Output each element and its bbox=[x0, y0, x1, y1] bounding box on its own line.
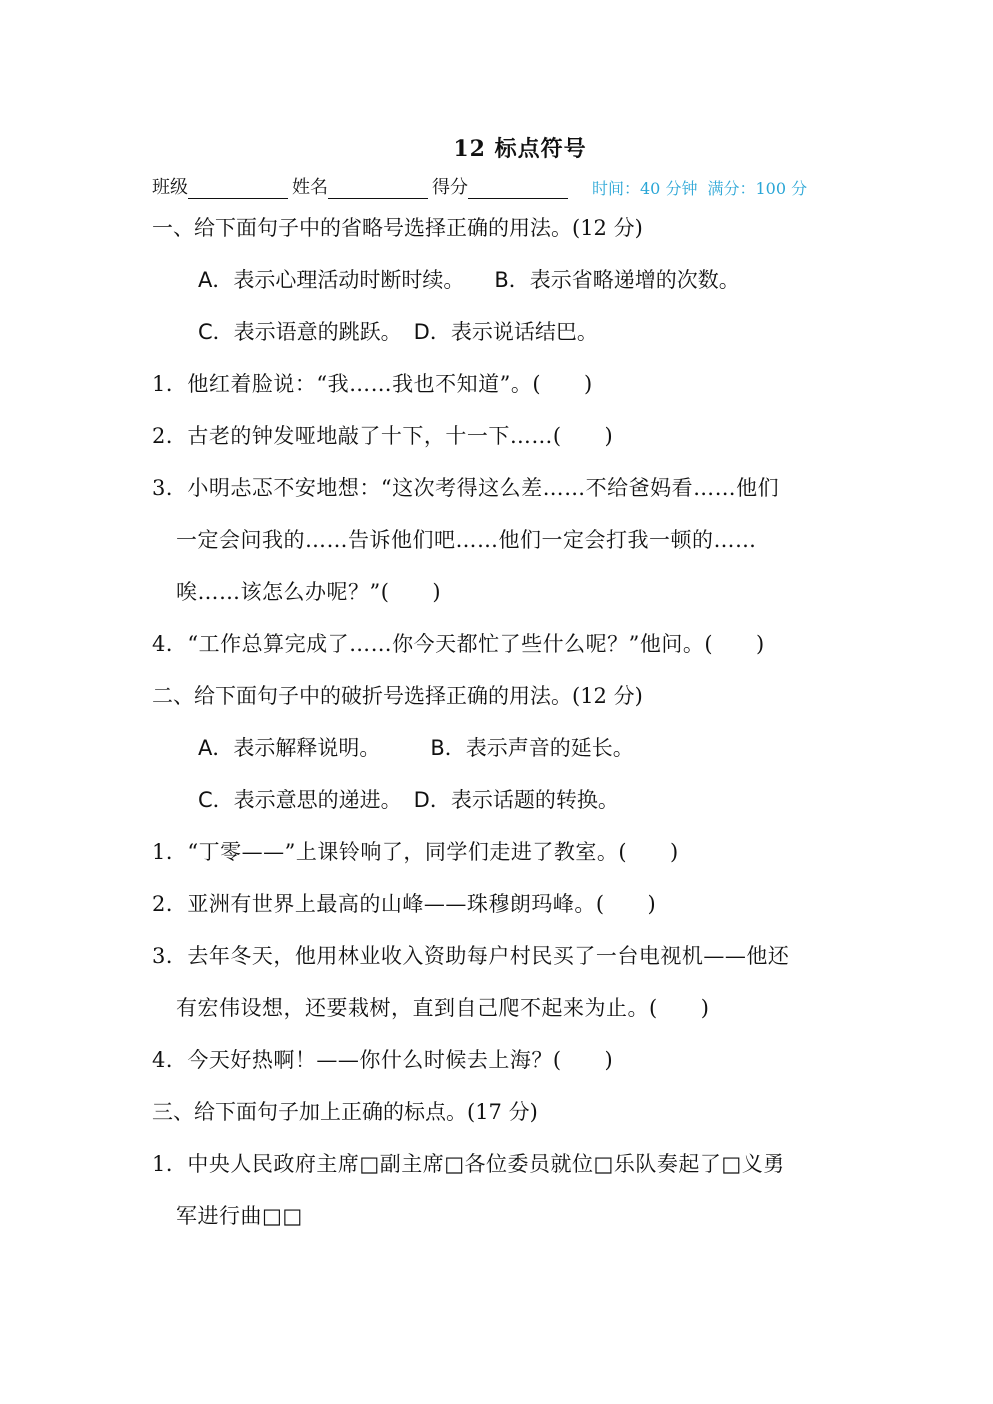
section1-question-3-line2: 一定会问我的……告诉他们吧……他们一定会打我一顿的…… bbox=[176, 528, 757, 552]
class-label: 班级 bbox=[152, 177, 188, 198]
page-title: 12 标点符号 bbox=[453, 136, 587, 162]
section1-question-3-line1: 3．小明忐忑不安地想：“这次考得这么差……不给爸妈看……他们 bbox=[152, 476, 780, 500]
score-label: 得分 bbox=[432, 177, 468, 198]
section3-question-1-line1: 1．中央人民政府主席□副主席□各位委员就位□乐队奏起了□义勇 bbox=[152, 1152, 785, 1176]
section2-question-3-line1: 3．去年冬天，他用林业收入资助每户村民买了一台电视机——他还 bbox=[152, 944, 790, 968]
full-score: 满分：100 分 bbox=[707, 179, 808, 198]
section1-option-d: D．表示说话结巴。 bbox=[413, 320, 598, 344]
section2-question-4: 4．今天好热啊！——你什么时候去上海？( ) bbox=[152, 1048, 614, 1072]
section1-option-b: B．表示省略递增的次数。 bbox=[494, 268, 740, 292]
section1-question-1: 1．他红着脸说：“我……我也不知道”。( ) bbox=[152, 372, 593, 396]
section1-question-4: 4．“工作总算完成了……你今天都忙了些什么呢？”他问。( ) bbox=[152, 632, 765, 656]
section1-options-cd bbox=[198, 316, 598, 346]
section2-heading: 二、给下面句子中的破折号选择正确的用法。(12 分) bbox=[152, 684, 643, 708]
section1-question-3-line3: 唉……该怎么办呢？”( ) bbox=[176, 580, 442, 604]
section2-option-b: B．表示声音的延长。 bbox=[430, 736, 634, 760]
section2-option-a: A．表示解释说明。 bbox=[198, 736, 381, 760]
section2-options-cd bbox=[198, 784, 619, 814]
section1-question-2: 2．古老的钟发哑地敲了十下，十一下……( ) bbox=[152, 424, 614, 448]
section3-heading: 三、给下面句子加上正确的标点。(17 分) bbox=[152, 1100, 538, 1124]
section1-heading: 一、给下面句子中的省略号选择正确的用法。(12 分) bbox=[152, 216, 643, 240]
section1-options-ab bbox=[198, 264, 740, 294]
name-label: 姓名 bbox=[292, 177, 328, 198]
section1-option-c: C．表示语意的跳跃。 bbox=[198, 320, 402, 344]
section2-question-1: 1．“丁零——”上课铃响了，同学们走进了教室。( ) bbox=[152, 840, 679, 864]
student-info-row bbox=[152, 173, 807, 199]
section3-question-1-line2: 军进行曲□□ bbox=[176, 1204, 303, 1228]
section2-option-c: C．表示意思的递进。 bbox=[198, 788, 402, 812]
class-blank[interactable] bbox=[188, 178, 288, 199]
section1-option-a: A．表示心理活动时断时续。 bbox=[198, 268, 465, 292]
score-blank[interactable] bbox=[468, 178, 568, 199]
section2-options-ab bbox=[198, 732, 634, 762]
section2-option-d: D．表示话题的转换。 bbox=[413, 788, 619, 812]
section2-question-3-line2: 有宏伟设想，还要栽树，直到自己爬不起来为止。( ) bbox=[176, 996, 710, 1020]
name-blank[interactable] bbox=[328, 178, 428, 199]
time-limit: 时间：40 分钟 bbox=[592, 179, 698, 198]
section2-question-2: 2．亚洲有世界上最高的山峰——珠穆朗玛峰。( ) bbox=[152, 892, 657, 916]
